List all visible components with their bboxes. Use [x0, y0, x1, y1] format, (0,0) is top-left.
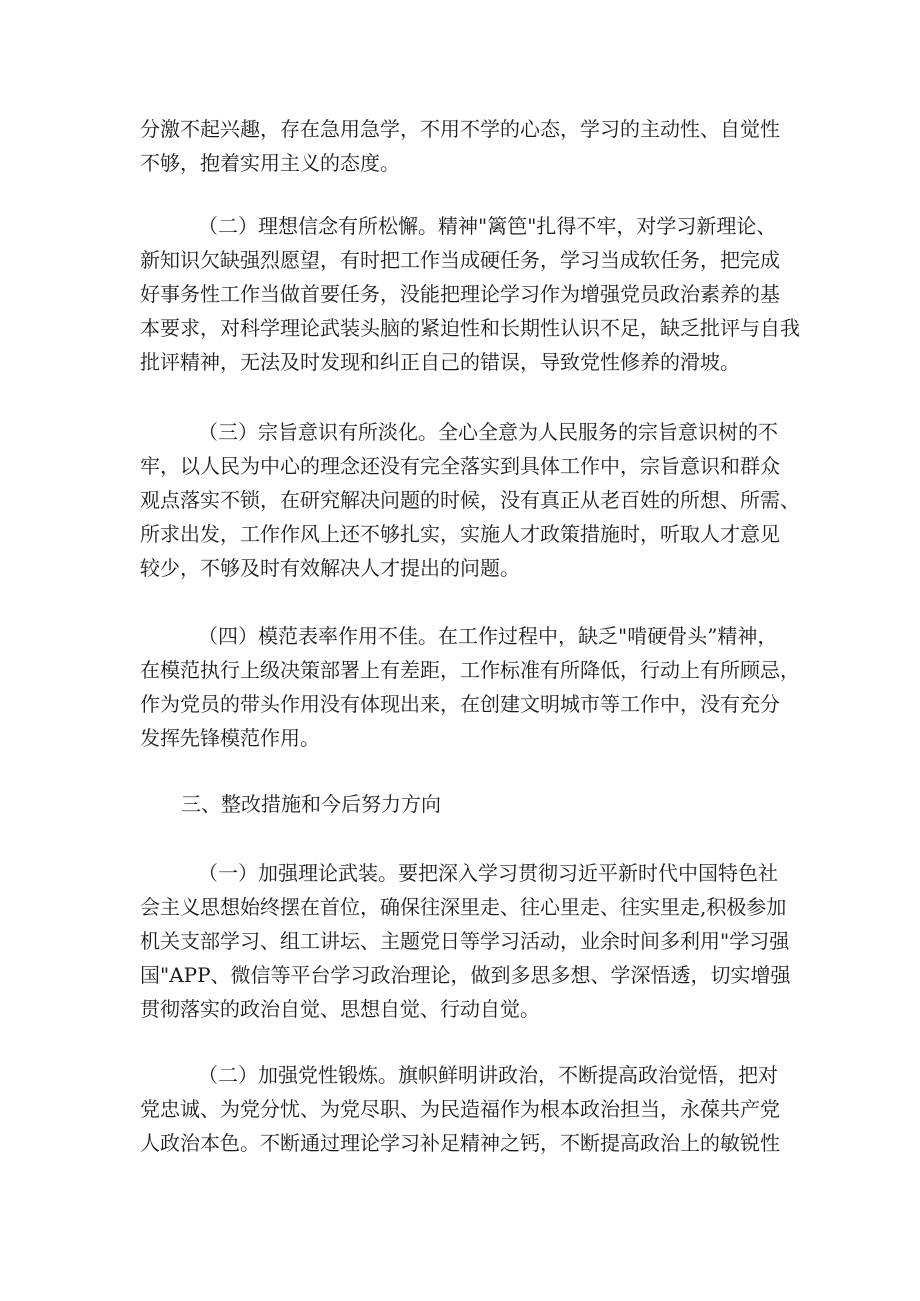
- text-line: 不够，抱着实用主义的态度。: [140, 151, 400, 175]
- text-line: 较少，不够及时有效解决人才提出的问题。: [140, 556, 520, 580]
- paragraph-model: [140, 619, 800, 755]
- text-line: 批评精神，无法及时发现和纠正自己的错误，导致党性修养的滑坡。: [140, 350, 740, 374]
- paragraph-party-spirit: [140, 1058, 790, 1160]
- text-line: 贯彻落实的政治自觉、思想自觉、行动自觉。: [140, 997, 540, 1021]
- paragraph-purpose: [140, 415, 800, 585]
- paragraph-intro-continuation: [140, 112, 790, 180]
- text-line: 国"APP、微信等平台学习政治理论，做到多思多想、学深悟透，切实增强: [140, 963, 791, 987]
- text-line: （四）模范表率作用不佳。在工作过程中，缺乏"啃硬骨头”精神，: [198, 624, 778, 648]
- text-line: 在模范执行上级决策部署上有差距，工作标准有所降低，行动上有所顾忌，: [140, 658, 800, 682]
- section-heading-measures: [140, 787, 790, 821]
- paragraph-theory: [140, 856, 790, 1026]
- text-line: 牢，以人民为中心的理念还没有完全落实到具体工作中，宗旨意识和群众: [140, 454, 780, 478]
- text-line: 本要求，对科学理论武装头脑的紧迫性和长期性认识不足，缺乏批评与自我: [140, 316, 800, 340]
- text-line: 分激不起兴趣，存在急用急学，不用不学的心态，学习的主动性、自觉性: [140, 117, 780, 141]
- text-line: 观点落实不锁，在研究解决问题的时候，没有真正从老百姓的所想、所需、: [140, 488, 800, 512]
- text-line: （一）加强理论武装。要把深入学习贯彻习近平新时代中国特色社: [198, 861, 778, 885]
- heading-text: 三、整改措施和今后努力方向: [181, 792, 441, 816]
- paragraph-ideals: [140, 209, 800, 379]
- text-line: （三）宗旨意识有所淡化。全心全意为人民服务的宗旨意识树的不: [198, 420, 778, 444]
- text-line: 所求出发，工作作风上还不够扎实，实施人才政策措施时，听取人才意见: [140, 522, 780, 546]
- text-line: （二）加强党性锻炼。旗帜鲜明讲政治，不断提高政治觉悟，把对: [198, 1063, 778, 1087]
- text-line: 好事务性工作当做首要任务，没能把理论学习作为增强党员政治素养的基: [140, 282, 780, 306]
- text-line: 党忠诚、为党分忧、为党尽职、为民造福作为根本政治担当，永葆共产党: [140, 1097, 780, 1121]
- text-line: （二）理想信念有所松懈。精神"篱笆"扎得不牢，对学习新理论、: [198, 214, 777, 238]
- text-line: 作为党员的带头作用没有体现出来，在创建文明城市等工作中，没有充分: [140, 692, 780, 716]
- text-line: 机关支部学习、组工讲坛、主题党日等学习活动，业余时间多利用"学习强: [140, 929, 790, 953]
- text-line: 发挥先锋模范作用。: [140, 726, 320, 750]
- text-line: 人政治本色。不断通过理论学习补足精神之钙，不断提高政治上的敏锐性: [140, 1131, 780, 1155]
- text-line: 新知识欠缺强烈愿望，有时把工作当成硬任务，学习当成软任务，把完成: [140, 248, 780, 272]
- text-line: 会主义思想始终摆在首位，确保往深里走、往心里走、往实里走,积极参加: [140, 895, 787, 919]
